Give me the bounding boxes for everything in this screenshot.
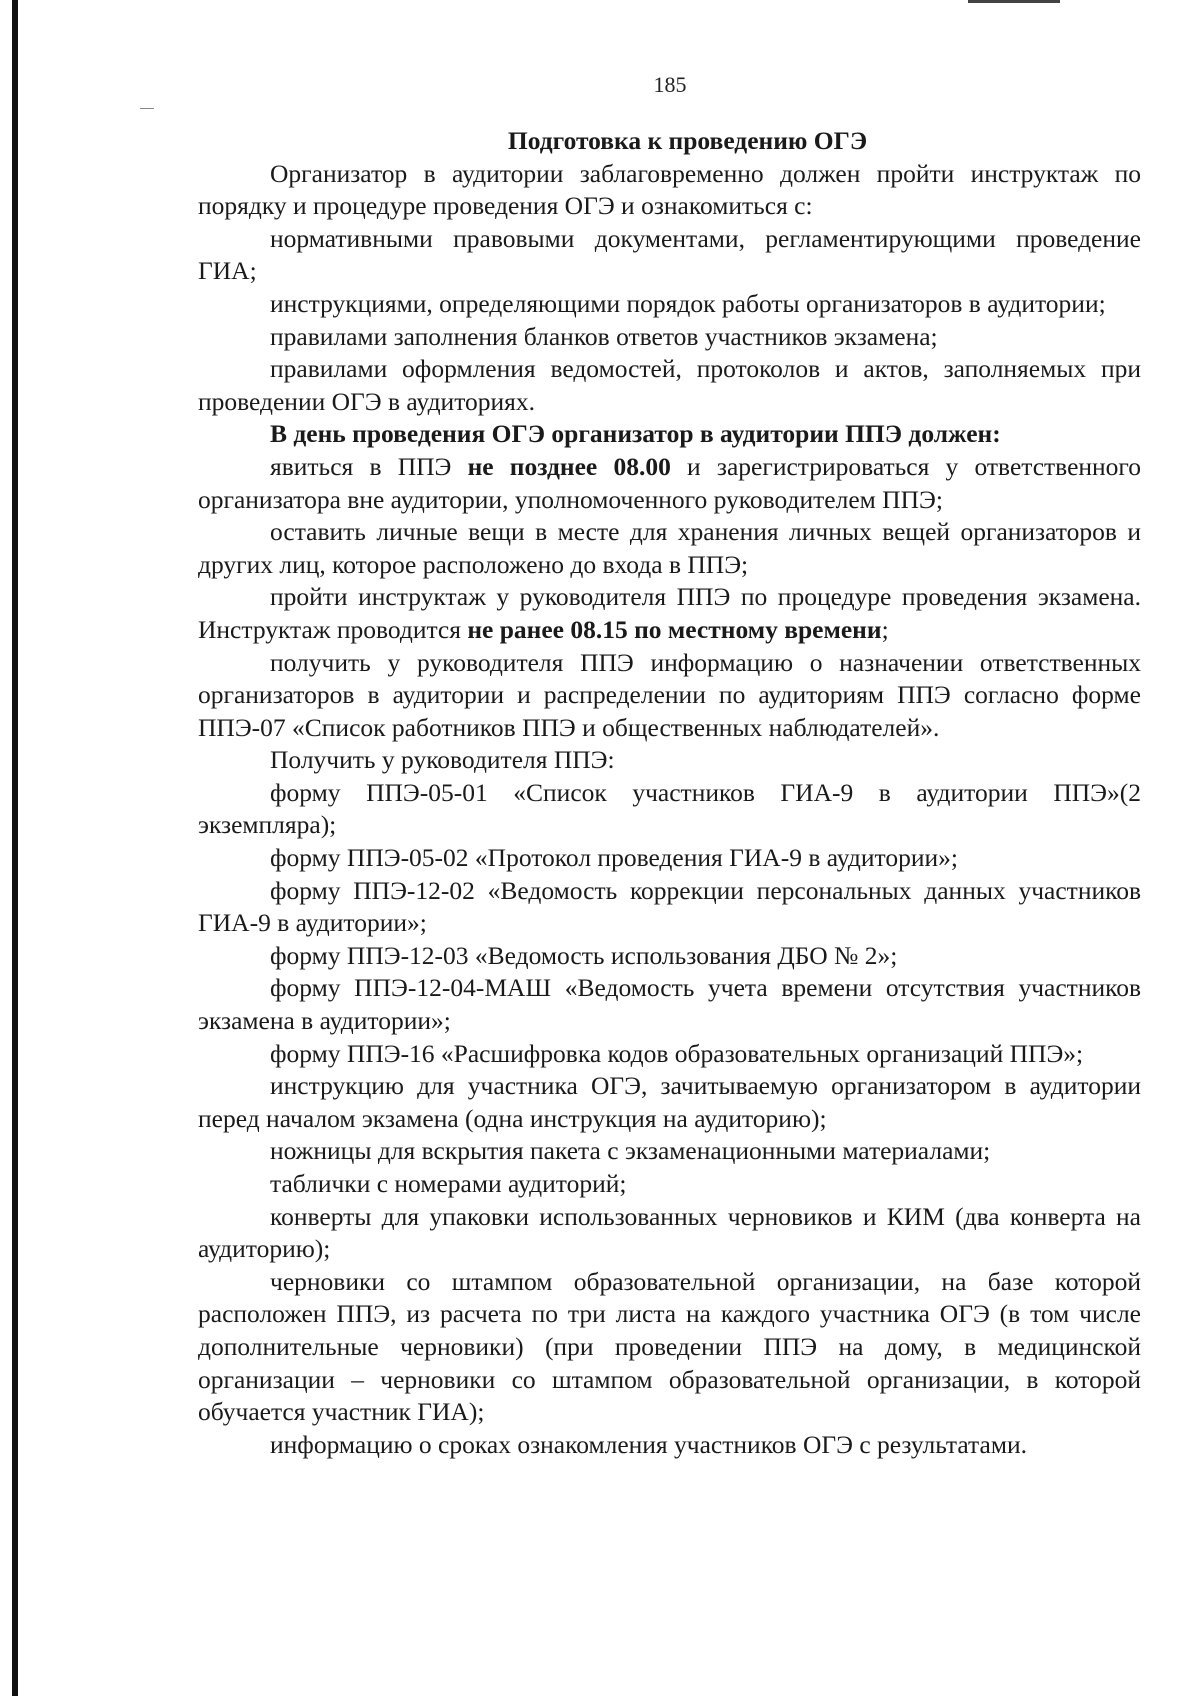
list-item: форму ППЭ-05-02 «Протокол проведения ГИА-9 в аудитории»; [270, 843, 958, 873]
page-number: 185 [653, 72, 687, 97]
briefing-text: пройти инструктаж у руководителя ППЭ по процедуре проведения экзамена. Инструктаж проводится [198, 582, 1141, 644]
list-item: нормативными правовыми документами, регламентирующими проведение ГИА; [198, 223, 1141, 286]
list-item: таблички с номерами аудиторий; [270, 1169, 627, 1198]
list-item: форму ППЭ-12-04-МАШ «Ведомость учета времени отсутствия участников экзамена в аудитории»; [198, 973, 1141, 1036]
intro-paragraph: Организатор в аудитории заблаговременно должен пройти инструктаж по порядку и процедуре проведения ОГЭ и ознакомиться с: [198, 158, 1141, 221]
list-item: инструкцию для участника ОГЭ, зачитываемую организатором в аудитории перед началом экзамена (одна инструкция на аудиторию); [198, 1071, 1141, 1133]
list-item: ножницы для вскрытия пакета с экзаменационными материалами; [270, 1136, 991, 1166]
list-item: информацию о сроках ознакомления участников ОГЭ с результатами. [270, 1429, 1027, 1459]
list-item: форму ППЭ-12-02 «Ведомость коррекции персональных данных участников ГИА-9 в аудитории»; [198, 875, 1141, 938]
list-item: форму ППЭ-12-03 «Ведомость использования ДБО № 2»; [270, 940, 898, 970]
list-item: инструкциями, определяющими порядок работы организаторов в аудитории; [270, 288, 1106, 318]
list-item-arrive [198, 451, 1141, 516]
scan-top-mark [968, 0, 1060, 3]
list-item-briefing [198, 581, 1141, 646]
arrive-text: явиться в ППЭ [270, 451, 468, 481]
list-item: оставить личные вещи в месте для хранения личных вещей организаторов и других лиц, которое расположено до входа в ППЭ; [198, 517, 1141, 579]
list-item: правилами оформления ведомостей, протоколов и актов, заполняемых при проведении ОГЭ в аудиториях. [198, 354, 1141, 416]
arrive-text-rest: и зарегистрироваться у ответственного организатора вне аудитории, уполномоченного руководителем ППЭ; [198, 451, 1142, 514]
scan-left-edge [12, 0, 18, 1696]
receive-heading: Получить у руководителя ППЭ: [270, 745, 615, 775]
scan-margin-tick [140, 108, 154, 109]
exam-day-heading: В день проведения ОГЭ организатор в аудитории ППЭ должен: [270, 419, 1001, 449]
arrive-time: не позднее 08.00 [467, 451, 671, 481]
list-item: конверты для упаковки использованных черновиков и КИМ (два конверта на аудиторию); [198, 1201, 1141, 1264]
briefing-text-rest: ; [881, 614, 889, 644]
document-body [198, 125, 1141, 1461]
list-item: форму ППЭ-05-01 «Список участников ГИА-9 в аудитории ППЭ»(2 экземпляра); [198, 777, 1141, 840]
list-item: правилами заполнения бланков ответов участников экзамена; [270, 321, 938, 351]
list-item: получить у руководителя ППЭ информацию о назначении ответственных организаторов в аудитории и распределении по аудиториям ППЭ согласно форме ППЭ-07 «Список работников ППЭ и общественных наблюдателей». [198, 647, 1141, 742]
list-item: черновики со штампом образовательной организации, на базе которой расположен ППЭ, из расчета по три листа на каждого участника ОГЭ (в том числе дополнительные черновики) (при проведении ППЭ на дому, в медицинской организации – черновики со штампом образовательной организации, в которой обучается участник ГИА); [198, 1266, 1141, 1427]
list-item: форму ППЭ-16 «Расшифровка кодов образовательных организаций ППЭ»; [270, 1038, 1084, 1068]
briefing-time: не ранее 08.15 по местному времени [467, 614, 882, 644]
section-heading: Подготовка к проведению ОГЭ [507, 126, 868, 155]
